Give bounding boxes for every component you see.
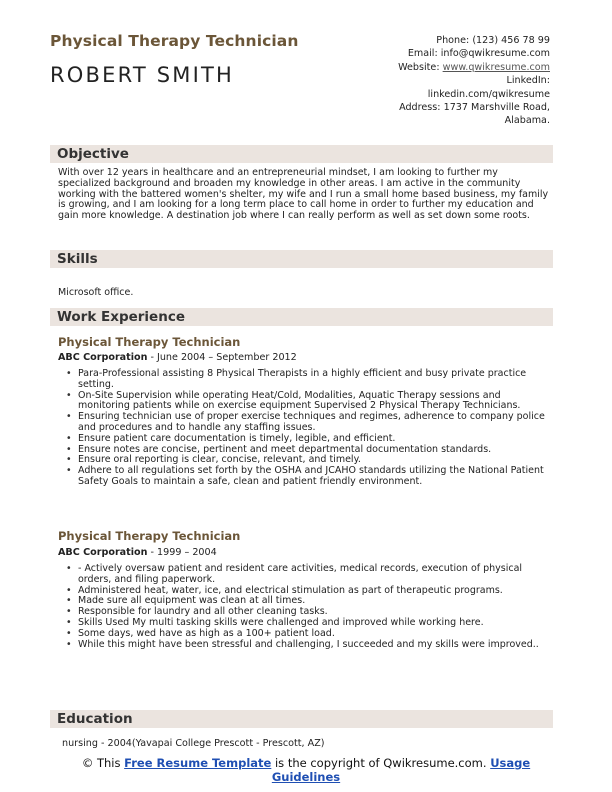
objective-text: With over 12 years in healthcare and an entrepreneurial mindset, I am looking to further my specialized background and broaden my knowledge in other areas. I am active in the community working with the battered women's shelter, my wife and I run a small home based business, my family is growing, and I am looking for a long term place to call home in order to further my education and gain more knowledge. A destination job where I can really perform as well as set down some roots. xyxy=(58,167,549,222)
list-item: • While this might have been stressful and challenging, I succeeded and my skills were improved.. xyxy=(58,640,552,651)
job-bullets xyxy=(58,564,552,650)
skills-heading: Skills xyxy=(57,251,98,267)
objective-heading: Objective xyxy=(57,146,129,162)
list-item: • Adhere to all regulations set forth by the OSHA and JCAHO standards utilizing the National Patient Safety Goals to maintain a safe, clean and patient friendly environment. xyxy=(58,466,552,488)
list-item: • Responsible for laundry and all other cleaning tasks. xyxy=(58,607,552,618)
list-item: • Ensure patient care documentation is timely, legible, and efficient. xyxy=(58,434,552,445)
job-title: Physical Therapy Technician xyxy=(58,529,241,543)
list-item: • - Actively oversaw patient and resident care activities, medical records, execution of physical orders, and filing paperwork. xyxy=(58,564,552,586)
objective-section-bar xyxy=(50,145,553,163)
list-item: • Skills Used My multi tasking skills were challenged and improved while working here. xyxy=(58,618,552,629)
contact-email: Email: info@qwikresume.com xyxy=(407,48,550,60)
job-bullets xyxy=(58,369,552,488)
candidate-name: ROBERT SMITH xyxy=(50,63,235,87)
job-title: Physical Therapy Technician xyxy=(58,335,241,349)
education-entry: nursing - 2004(Yavapai College Prescott - Prescott, AZ) xyxy=(62,738,325,749)
contact-address-line2: Alabama. xyxy=(504,115,550,127)
free-resume-template-link[interactable]: Free Resume Template xyxy=(124,756,272,770)
usage-guidelines-link[interactable]: Usage xyxy=(490,756,531,770)
education-heading: Education xyxy=(57,711,133,727)
work-section-bar xyxy=(50,308,553,326)
skills-section-bar xyxy=(50,250,553,268)
work-heading: Work Experience xyxy=(57,309,185,325)
contact-phone: Phone: (123) 456 78 99 xyxy=(436,35,550,46)
list-item: • On-Site Supervision while operating Heat/Cold, Modalities, Aquatic Therapy sessions and monitoring patients while on exercise equipment Supervised 2 Physical Therapy Technicians. xyxy=(58,391,552,413)
job-company-line: ABC Corporation - 1999 – 2004 xyxy=(58,547,217,558)
contact-linkedin: linkedin.com/qwikresume xyxy=(427,88,550,100)
job-company-line: ABC Corporation - June 2004 – September 2012 xyxy=(58,352,297,363)
contact-linkedin-label: LinkedIn: xyxy=(506,75,550,87)
contact-block xyxy=(310,34,550,128)
education-section-bar xyxy=(50,710,553,728)
list-item: • Made sure all equipment was clean at all times. xyxy=(58,596,552,607)
list-item: • Ensuring technician use of proper exercise techniques and regimes, adherence to company police and procedures and to handle any staffing issues. xyxy=(58,412,552,434)
contact-address: Address: 1737 Marshville Road, xyxy=(399,102,550,114)
list-item: • Para-Professional assisting 8 Physical Therapists in a highly efficient and busy private practice setting. xyxy=(58,369,552,391)
skills-text: Microsoft office. xyxy=(58,287,134,298)
list-item: • Administered heat, water, ice, and electrical stimulation as part of therapeutic programs. xyxy=(58,586,552,597)
contact-website: Website: www.qwikresume.com xyxy=(398,61,550,73)
copyright-footer: © This Free Resume Template is the copyright of Qwikresume.com. Usage Guidelines xyxy=(81,756,531,784)
header-job-title: Physical Therapy Technician xyxy=(50,32,299,50)
list-item: • Ensure notes are concise, pertinent and meet departmental documentation standards. xyxy=(58,445,552,456)
website-link[interactable]: www.qwikresume.com xyxy=(442,61,550,73)
usage-guidelines-link-cont[interactable]: Guidelines xyxy=(271,769,341,784)
list-item: • Ensure oral reporting is clear, concise, relevant, and timely. xyxy=(58,455,552,466)
list-item: • Some days, wed have as high as a 100+ patient load. xyxy=(58,629,552,640)
